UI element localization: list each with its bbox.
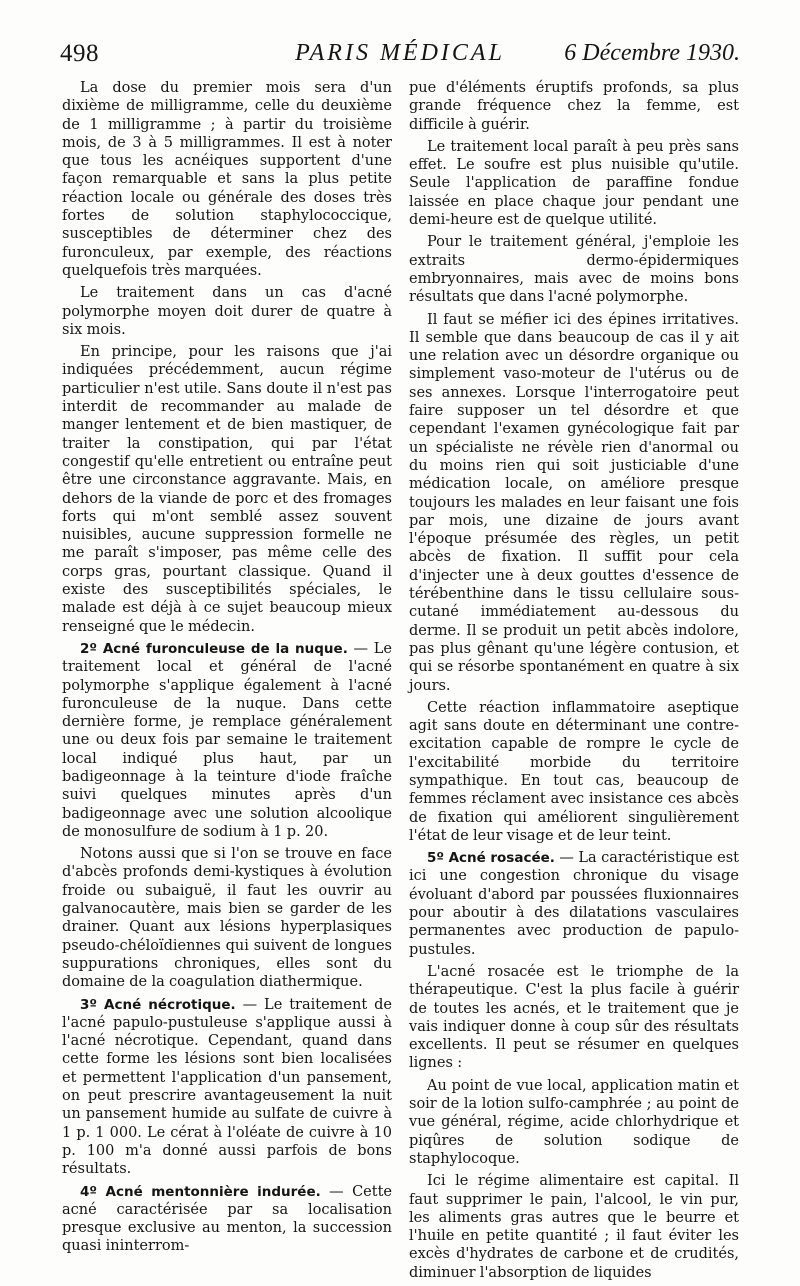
paragraph-text: Notons aussi que si l'on se trouve en face d'abcès profonds demi-kystiques à évolution froide ou subaiguë, il faut les ouvrir au galvanocautère, mais bien se garder de les drainer. Quant aux lésions hyperplasiques pseudo-chéloïdiennes qui suivent de longues suppurations chroniques, elles sont du domaine de la coagulation diathermique. [62, 846, 392, 991]
paragraph [409, 963, 739, 1073]
paragraph [62, 1183, 392, 1256]
paragraph [409, 311, 739, 695]
paragraph-text: Le traitement local paraît à peu près sans effet. Le soufre est plus nuisible qu'utile. Seule l'application de paraffine fondue laissée en place chaque jour pendant une demi-heure est de quelque utilité. [409, 138, 739, 229]
paragraph [62, 79, 392, 280]
paragraph-text: Il faut se méfier ici des épines irritatives. Il semble que dans beaucoup de cas il y ait une relation avec un désordre organique ou simplement vaso-moteur de l'utérus ou de ses annexes. Lorsque l'interrogatoire peut faire supposer un tel désordre et que cependant l'examen gynécologique fait par un spécialiste ne révèle rien d'anormal ou du moins rien qui soit justiciable d'une médication locale, on améliore presque toujours les malades en leur faisant une fois par mois, une dizaine de jours avant l'époque présumée des règles, un petit abcès de fixation. Il suffit pour cela d'injecter une à deux gouttes d'essence de térébenthine dans le tissu cellulaire sous-cutané immédiatement au-dessous du derme. Il se produit un petit abcès indolore, pas plus gênant qu'une légère contusion, et qui se résorbe spontanément en quatre à six jours. [409, 311, 739, 694]
right-column [409, 79, 739, 1286]
left-column [62, 79, 392, 1260]
paragraph-text: Pour le traitement général, j'emploie les extraits dermo-épidermiques embryonnaires, mais avec de moins bons résultats que dans l'acné polymorphe. [409, 234, 739, 306]
paragraph-text: En principe, pour les raisons que j'ai indiquées précédemment, aucun régime particulier n'est utile. Sans doute il n'est pas interdit de recommander au malade de manger lentement et de bien mastiquer, de traiter la constipation, qui par l'état congestif qu'elle entretient ou entraîne peut être une circonstance aggravante. Mais, en dehors de la viande de porc et des fromages forts qui m'ont semblé assez souvent nuisibles, aucune suppression formelle ne me paraît s'imposer, pas même celle des corps gras, pourtant classique. Quand il existe des susceptibilités spéciales, le malade est déjà à ce sujet beaucoup mieux renseigné que le médecin. [62, 344, 392, 635]
paragraph-text: — Le traitement local et général de l'acné polymorphe s'applique également à l'acné furonculeuse de la nuque. Dans cette dernière forme, je remplace généralement une ou deux fois par semaine le traitement local indiqué plus haut, par un badigeonnage à la teinture d'iode fraîche suivi quelques minutes après d'un badigeonnage avec une solution alcoolique de monosulfure de sodium à 1 p. 20. [62, 640, 392, 840]
paragraph [409, 849, 739, 959]
paragraph [409, 233, 739, 306]
paragraph-text: — La caractéristique est ici une congestion chronique du visage évoluant d'abord par poussées fluxionnaires pour aboutir à des dilatations vasculaires permanentes avec production de papulo-pustules. [409, 850, 740, 958]
paragraph [409, 1077, 739, 1168]
issue-date: 6 Décembre 1930. [564, 40, 740, 66]
section-heading: 4º Acné mentonnière indurée. [80, 1183, 321, 1200]
paragraph [409, 138, 739, 229]
paragraph-text: L'acné rosacée est le triomphe de la thérapeutique. C'est la plus facile à guérir de toutes les acnés, et le traitement que je vais indiquer donne à coup sûr des résultats excellents. Il peut se résumer en quelques lignes : [409, 963, 739, 1072]
section-heading: 5º Acné rosacée. [427, 850, 555, 867]
paragraph-text: Ici le régime alimentaire est capital. Il faut supprimer le pain, l'alcool, le vin pur, les aliments gras autres que le beurre et l'huile en petite quantité ; il faut éviter les excès d'hydrates de carbone et de crudités, diminuer l'absorption de liquides [409, 1173, 739, 1281]
paragraph-text: Au point de vue local, application matin et soir de la lotion sulfo-camphrée ; au point de vue général, régime, acide chlorhydrique et piqûres de solution sodique de staphylocoque. [409, 1077, 739, 1167]
journal-title: PARIS MÉDICAL [295, 40, 505, 66]
paragraph [409, 79, 739, 134]
section-heading: 2º Acné furonculeuse de la nuque. [80, 640, 348, 657]
section-heading: 3º Acné nécrotique. [80, 996, 236, 1013]
paragraph-text: Cette réaction inflammatoire aseptique agit sans doute en déterminant une contre-excitation capable de rompre le cycle de l'excitabilité morbide du territoire sympathique. En tout cas, beaucoup de femmes réclament avec insistance ces abcès de fixation qui améliorent singulièrement l'état de leur visage et de leur teint. [409, 699, 739, 844]
paragraph [62, 343, 392, 636]
page-number: 498 [60, 40, 99, 67]
paragraph-text: — Cette acné caractérisée par sa localisation presque exclusive au menton, la succession quasi ininterrom- [62, 1183, 392, 1255]
paragraph-text: La dose du premier mois sera d'un dixième de milligramme, celle du deuxième de 1 milligramme ; à partir du troisième mois, de 3 à 5 milligrammes. Il est à noter que tous les acnéiques supportent d'une façon remarquable et sans la plus petite réaction locale ou générale des doses très fortes de solution staphylococcique, susceptibles de déterminer chez des furonculeux, par exemple, des réactions quelquefois très marquées. [62, 80, 392, 279]
paragraph-text: — Le traitement de l'acné papulo-pustuleuse s'applique aussi à l'acné nécrotique. Cependant, quand dans cette forme les lésions sont bien localisées et permettent l'application d'un pansement, on peut prescrire avantageusement la nuit un pansement humide au sulfate de cuivre à 1 p. 1 000. Le cérat à l'oléate de cuivre à 10 p. 100 m'a donné aussi parfois de bons résultats. [62, 996, 392, 1178]
running-header [60, 40, 740, 74]
paragraph [409, 699, 739, 845]
paragraph [62, 996, 392, 1179]
paragraph-text: Le traitement dans un cas d'acné polymorphe moyen doit durer de quatre à six mois. [62, 285, 392, 338]
paragraph [409, 1172, 739, 1282]
paragraph [62, 284, 392, 339]
paragraph [62, 845, 392, 991]
paragraph-text: pue d'éléments éruptifs profonds, sa plus grande fréquence chez la femme, est difficile à guérir. [409, 80, 739, 133]
paragraph [62, 640, 392, 841]
